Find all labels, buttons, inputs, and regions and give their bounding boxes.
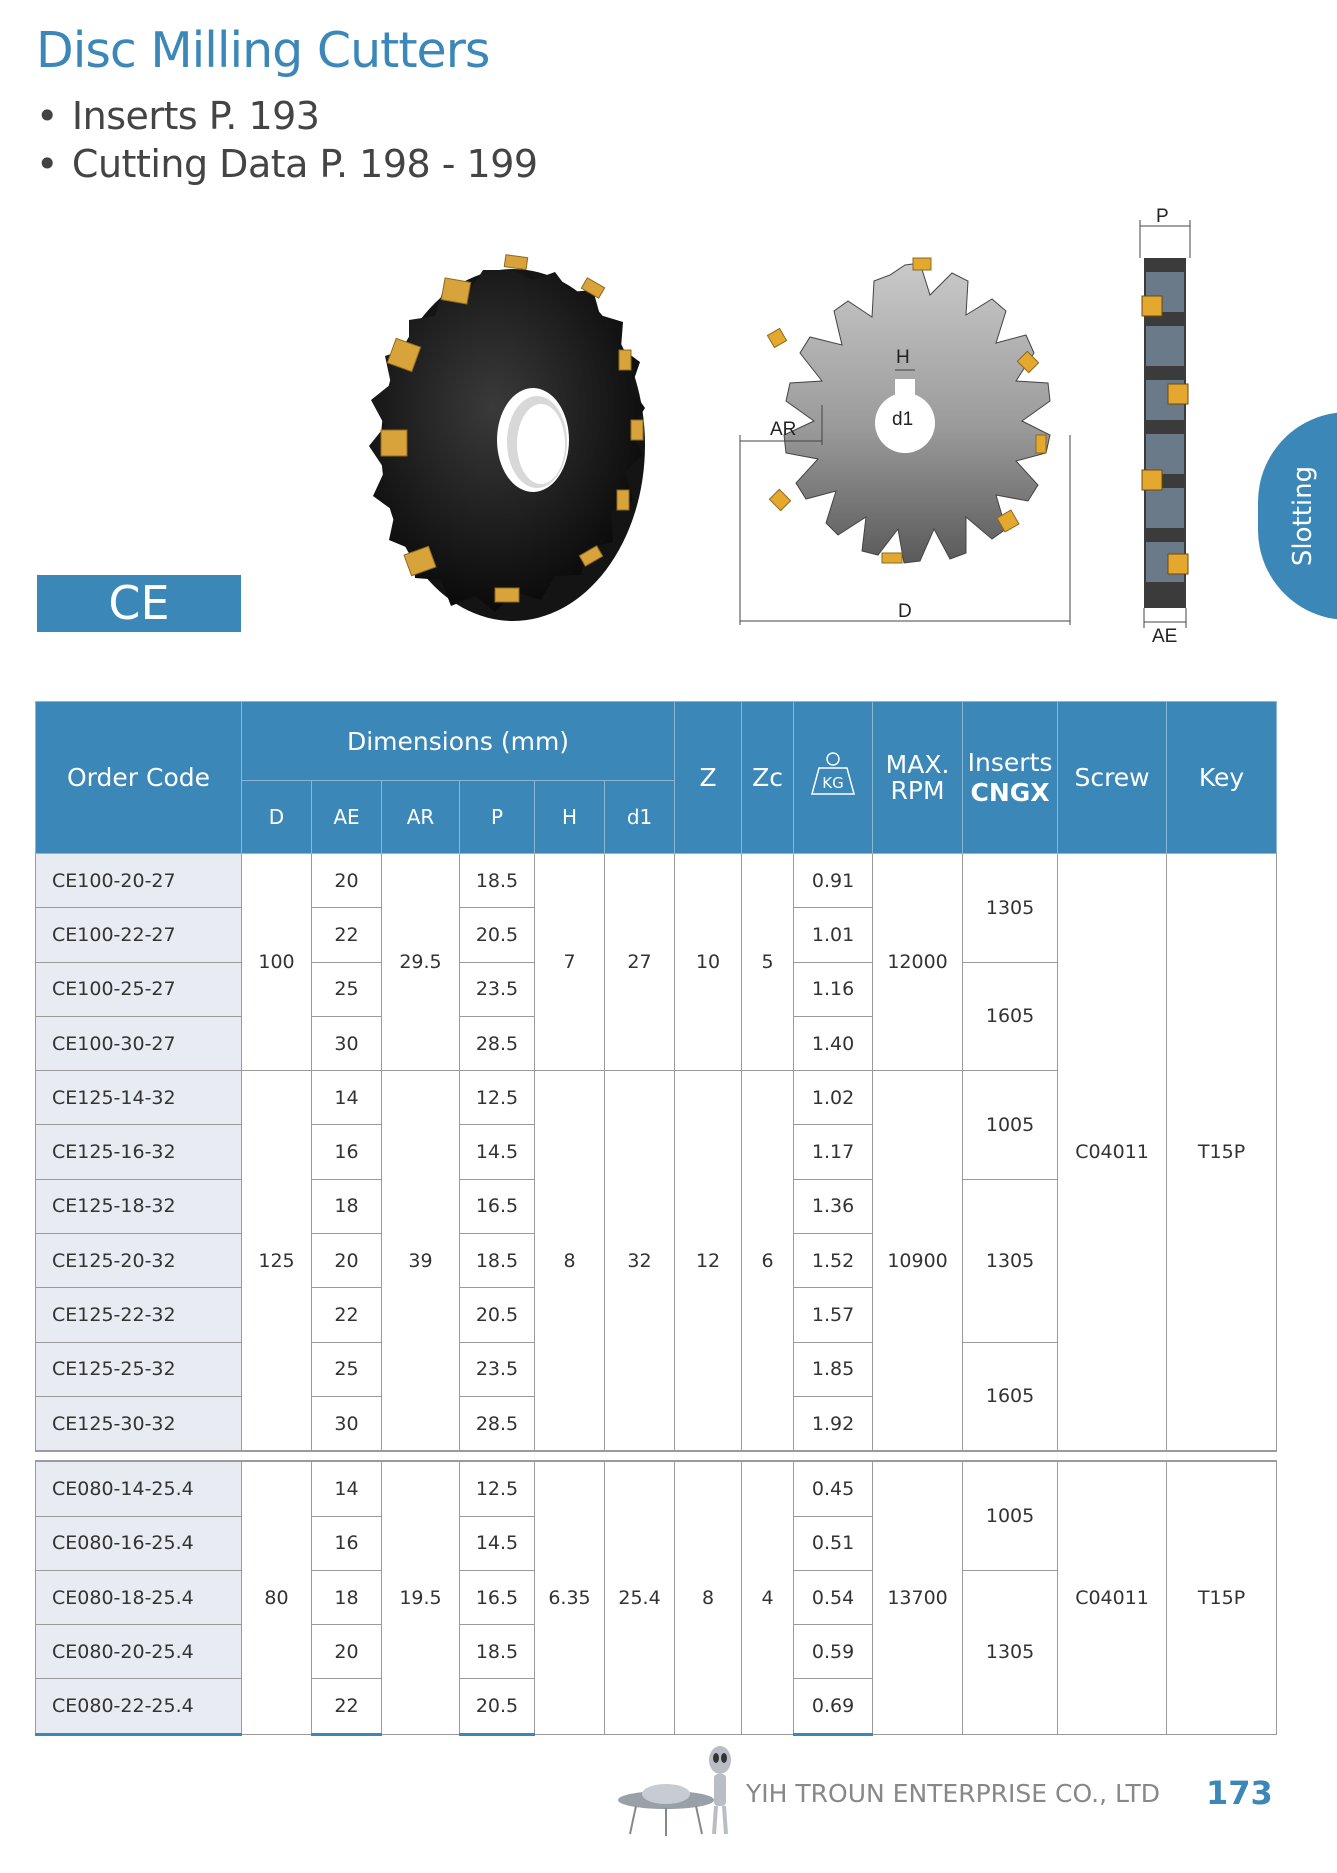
order-code: CE080-20-25.4 bbox=[36, 1625, 242, 1679]
cell-kg: 1.01 bbox=[794, 908, 873, 962]
order-code: CE080-22-25.4 bbox=[36, 1679, 242, 1734]
cell-p: 20.5 bbox=[460, 1679, 535, 1734]
d-label: D bbox=[898, 601, 912, 622]
cutting-data-reference: • Cutting Data P. 198 - 199 bbox=[36, 142, 538, 186]
cell-p: 20.5 bbox=[460, 908, 535, 962]
cell-h: 7 bbox=[535, 854, 605, 1071]
cell-ae: 20 bbox=[312, 854, 382, 908]
kg-label: KG bbox=[822, 773, 844, 792]
cell-insert: 1005 bbox=[963, 1071, 1058, 1180]
order-code: CE125-14-32 bbox=[36, 1071, 242, 1125]
order-code: CE080-14-25.4 bbox=[36, 1461, 242, 1516]
cell-insert: 1305 bbox=[963, 854, 1058, 963]
cell-z: 12 bbox=[675, 1071, 742, 1452]
cell-ae: 14 bbox=[312, 1461, 382, 1516]
cell-screw: C04011 bbox=[1058, 854, 1167, 1452]
order-code: CE125-25-32 bbox=[36, 1342, 242, 1396]
header-p: P bbox=[460, 781, 535, 854]
cell-key: T15P bbox=[1167, 854, 1277, 1452]
cutter-front-diagram bbox=[730, 255, 1080, 630]
cell-p: 12.5 bbox=[460, 1461, 535, 1516]
cell-rpm: 13700 bbox=[873, 1461, 963, 1734]
cell-p: 20.5 bbox=[460, 1288, 535, 1342]
cell-ae: 25 bbox=[312, 962, 382, 1016]
order-code: CE125-30-32 bbox=[36, 1396, 242, 1451]
cell-ae: 30 bbox=[312, 1396, 382, 1451]
h-label: H bbox=[896, 347, 910, 368]
cell-p: 18.5 bbox=[460, 1625, 535, 1679]
cell-ae: 20 bbox=[312, 1625, 382, 1679]
cell-ae: 18 bbox=[312, 1179, 382, 1233]
header-dimensions: Dimensions (mm) bbox=[242, 702, 675, 781]
table-row bbox=[36, 854, 1277, 908]
series-label: CE bbox=[37, 575, 241, 632]
cell-insert: 1605 bbox=[963, 1342, 1058, 1451]
cell-kg: 1.36 bbox=[794, 1179, 873, 1233]
header-z: Z bbox=[675, 702, 742, 854]
weight-icon bbox=[809, 750, 857, 800]
cell-key: T15P bbox=[1167, 1461, 1277, 1734]
cell-p: 16.5 bbox=[460, 1179, 535, 1233]
separator-cell bbox=[36, 1451, 1277, 1461]
order-code: CE125-22-32 bbox=[36, 1288, 242, 1342]
cell-insert: 1005 bbox=[963, 1461, 1058, 1570]
header-order-code: Order Code bbox=[36, 702, 242, 854]
cell-d1: 32 bbox=[605, 1071, 675, 1452]
order-code: CE100-30-27 bbox=[36, 1016, 242, 1070]
page-title: Disc Milling Cutters bbox=[36, 22, 490, 79]
cell-kg: 1.85 bbox=[794, 1342, 873, 1396]
table-separator bbox=[36, 1451, 1277, 1461]
cell-kg: 1.40 bbox=[794, 1016, 873, 1070]
cell-ae: 20 bbox=[312, 1234, 382, 1288]
d1-label: d1 bbox=[892, 409, 914, 430]
cell-p: 28.5 bbox=[460, 1396, 535, 1451]
cell-ar: 39 bbox=[382, 1071, 460, 1452]
order-code: CE100-20-27 bbox=[36, 854, 242, 908]
inserts-reference: • Inserts P. 193 bbox=[36, 94, 319, 138]
cell-p: 12.5 bbox=[460, 1071, 535, 1125]
alien-ufo-logo bbox=[616, 1738, 746, 1838]
order-code: CE125-18-32 bbox=[36, 1179, 242, 1233]
cell-ae: 22 bbox=[312, 908, 382, 962]
header-inserts bbox=[963, 702, 1058, 854]
cell-d: 100 bbox=[242, 854, 312, 1071]
cell-ae: 16 bbox=[312, 1125, 382, 1179]
cell-zc: 5 bbox=[742, 854, 794, 1071]
p-label: P bbox=[1156, 208, 1169, 227]
cell-screw: C04011 bbox=[1058, 1461, 1167, 1734]
ar-label: AR bbox=[770, 419, 797, 440]
cell-ae: 22 bbox=[312, 1288, 382, 1342]
cell-p: 18.5 bbox=[460, 1234, 535, 1288]
cell-p: 14.5 bbox=[460, 1516, 535, 1570]
cell-zc: 4 bbox=[742, 1461, 794, 1734]
header-h: H bbox=[535, 781, 605, 854]
company-name: YIH TROUN ENTERPRISE CO., LTD bbox=[746, 1779, 1160, 1808]
cutter-product-photo bbox=[355, 250, 665, 630]
header-weight bbox=[794, 702, 873, 854]
cell-kg: 0.45 bbox=[794, 1461, 873, 1516]
cell-d: 125 bbox=[242, 1071, 312, 1452]
cell-z: 8 bbox=[675, 1461, 742, 1734]
header-key: Key bbox=[1167, 702, 1277, 854]
cell-p: 14.5 bbox=[460, 1125, 535, 1179]
cell-kg: 1.16 bbox=[794, 962, 873, 1016]
cell-p: 28.5 bbox=[460, 1016, 535, 1070]
cell-insert: 1605 bbox=[963, 962, 1058, 1071]
section-tab-label: Slotting bbox=[1288, 465, 1318, 567]
header-d1: d1 bbox=[605, 781, 675, 854]
cell-kg: 0.54 bbox=[794, 1570, 873, 1624]
order-code: CE125-16-32 bbox=[36, 1125, 242, 1179]
header-max-rpm bbox=[873, 702, 963, 854]
cell-insert: 1305 bbox=[963, 1570, 1058, 1734]
order-code: CE100-22-27 bbox=[36, 908, 242, 962]
header-zc: Zc bbox=[742, 702, 794, 854]
cell-p: 23.5 bbox=[460, 1342, 535, 1396]
page-number: 173 bbox=[1206, 1774, 1273, 1812]
order-code: CE080-18-25.4 bbox=[36, 1570, 242, 1624]
order-code: CE080-16-25.4 bbox=[36, 1516, 242, 1570]
cell-d1: 27 bbox=[605, 854, 675, 1071]
header-ae: AE bbox=[312, 781, 382, 854]
order-code: CE100-25-27 bbox=[36, 962, 242, 1016]
cell-d: 80 bbox=[242, 1461, 312, 1734]
cell-ae: 25 bbox=[312, 1342, 382, 1396]
header-rpm-label: RPM bbox=[890, 775, 945, 805]
cutter-side-diagram bbox=[1130, 208, 1210, 648]
cell-p: 16.5 bbox=[460, 1570, 535, 1624]
cell-kg: 0.91 bbox=[794, 854, 873, 908]
cell-p: 18.5 bbox=[460, 854, 535, 908]
cell-ae: 16 bbox=[312, 1516, 382, 1570]
cell-kg: 1.52 bbox=[794, 1234, 873, 1288]
header-inserts-label: Inserts bbox=[967, 747, 1053, 777]
section-tab-slotting bbox=[1258, 412, 1337, 620]
header-cngx-label: CNGX bbox=[970, 777, 1050, 807]
cell-kg: 0.69 bbox=[794, 1679, 873, 1734]
cell-ae: 14 bbox=[312, 1071, 382, 1125]
cell-ae: 30 bbox=[312, 1016, 382, 1070]
header-d: D bbox=[242, 781, 312, 854]
cell-ar: 29.5 bbox=[382, 854, 460, 1071]
cell-h: 6.35 bbox=[535, 1461, 605, 1734]
cell-kg: 0.51 bbox=[794, 1516, 873, 1570]
cell-d1: 25.4 bbox=[605, 1461, 675, 1734]
cell-ar: 19.5 bbox=[382, 1461, 460, 1734]
cell-kg: 1.57 bbox=[794, 1288, 873, 1342]
cell-h: 8 bbox=[535, 1071, 605, 1452]
header-screw: Screw bbox=[1058, 702, 1167, 854]
cell-rpm: 10900 bbox=[873, 1071, 963, 1452]
cell-ae: 22 bbox=[312, 1679, 382, 1734]
cell-kg: 1.92 bbox=[794, 1396, 873, 1451]
cell-p: 23.5 bbox=[460, 962, 535, 1016]
spec-table bbox=[35, 701, 1277, 1736]
cell-rpm: 12000 bbox=[873, 854, 963, 1071]
cell-insert: 1305 bbox=[963, 1179, 1058, 1342]
cell-z: 10 bbox=[675, 854, 742, 1071]
header-ar: AR bbox=[382, 781, 460, 854]
order-code: CE125-20-32 bbox=[36, 1234, 242, 1288]
cell-kg: 1.17 bbox=[794, 1125, 873, 1179]
ae-label: AE bbox=[1152, 626, 1178, 647]
cell-zc: 6 bbox=[742, 1071, 794, 1452]
cell-ae: 18 bbox=[312, 1570, 382, 1624]
table-row bbox=[36, 1461, 1277, 1516]
cell-kg: 0.59 bbox=[794, 1625, 873, 1679]
cell-kg: 1.02 bbox=[794, 1071, 873, 1125]
header-max-label: MAX. bbox=[885, 749, 950, 779]
